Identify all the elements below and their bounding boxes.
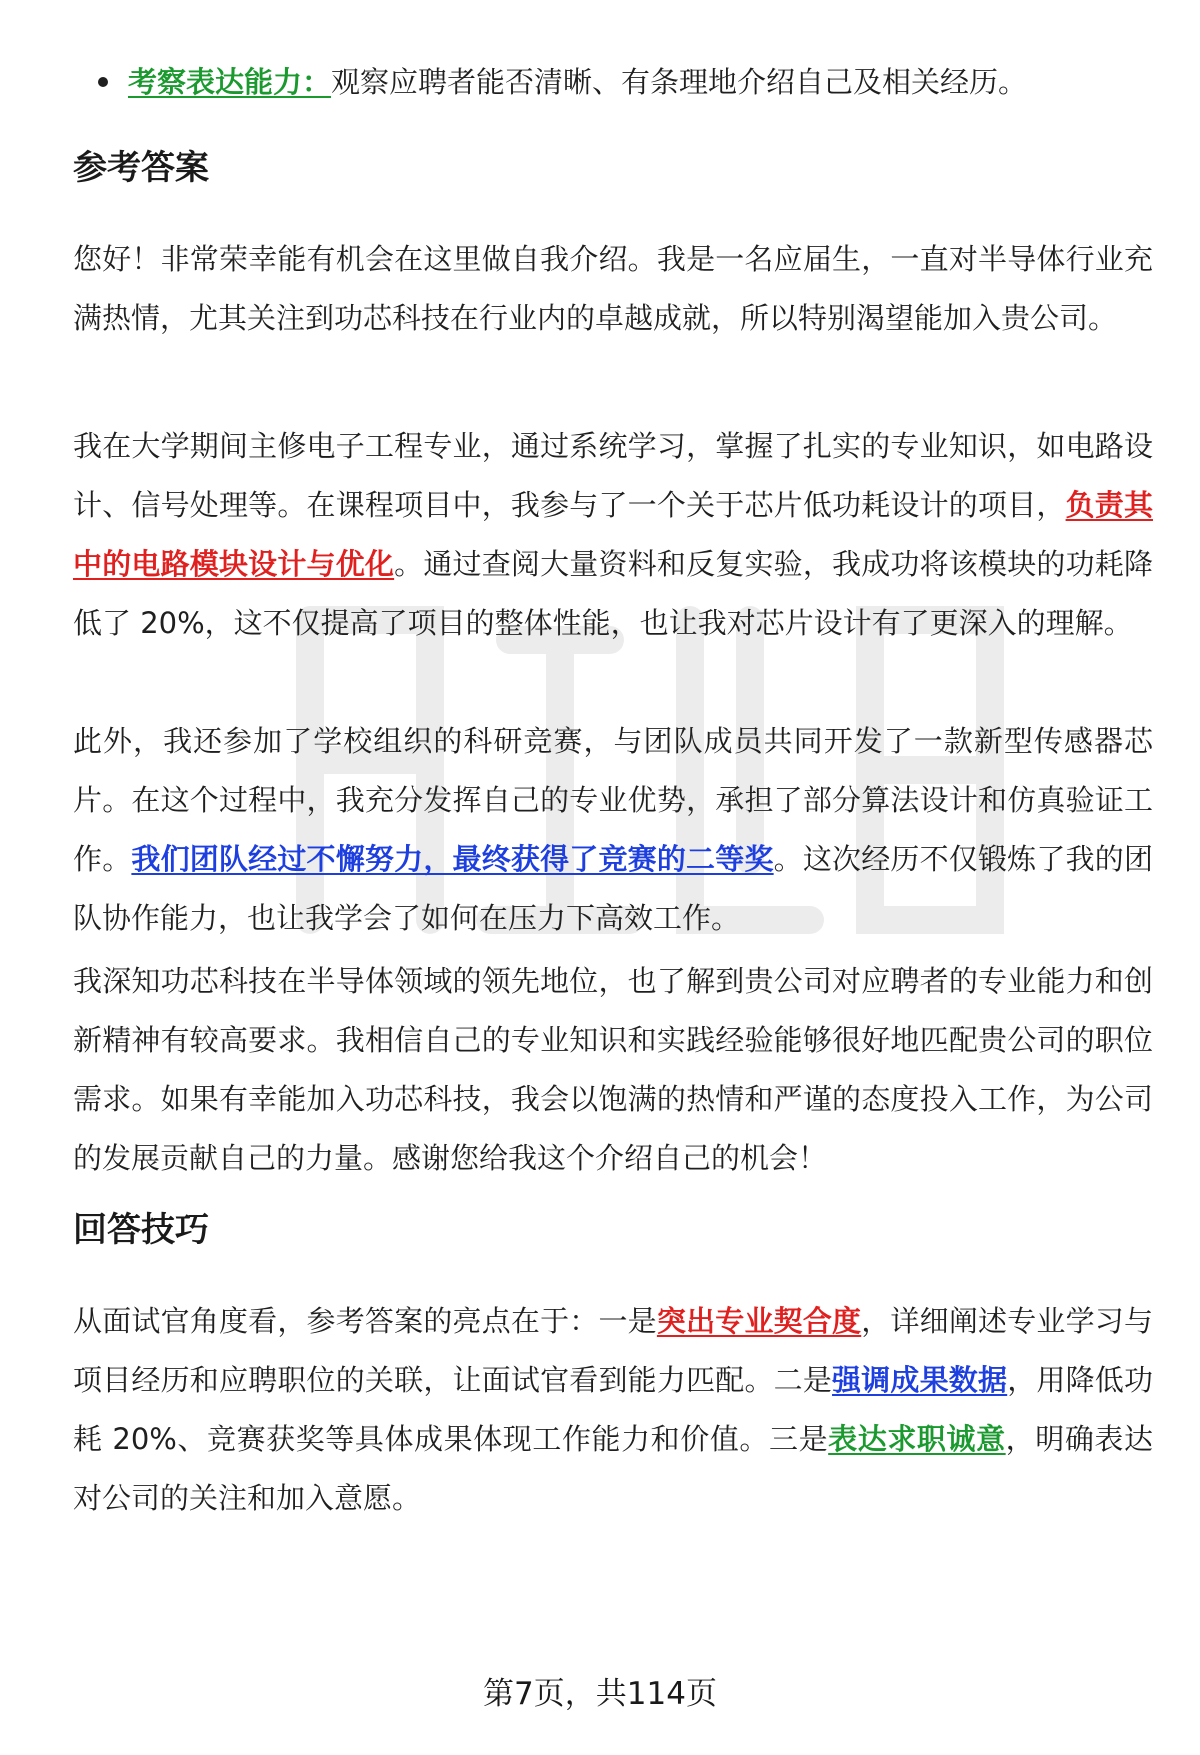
bullet-dot-icon xyxy=(98,77,108,87)
page-number: 第7页，共114页 xyxy=(483,1676,717,1712)
answer-paragraph-4: 我深知功芯科技在半导体领域的领先地位，也了解到贵公司对应聘者的专业能力和创新精神有较高要求。我相信自己的专业知识和实践经验能够很好地匹配贵公司的职位需求。如果有幸能加入功芯科技，我会以饱满的热情和严谨的态度投入工作，为公司的发展贡献自己的力量。感谢您给我这个介绍自己的机会！ xyxy=(73,964,1153,1175)
paragraph-3-highlight: 我们团队经过不懈努力，最终获得了竞赛的二等奖 xyxy=(131,842,774,876)
bullet-item xyxy=(98,62,1158,102)
answer-paragraph-2 xyxy=(73,417,1153,653)
paragraph-2-text-b: 。通过查阅大量资料和反复实验，我成功将该模块的功耗降低了 20%，这不仅提高了项目的整体性能，也让我对芯片设计有了更深入的理解。 xyxy=(73,547,1153,640)
paragraph-2-highlight: 负责其中的电路模块设计与优化 xyxy=(73,488,1153,581)
tips-highlight-3: 表达求职诚意 xyxy=(828,1422,1006,1456)
section-heading-reference-answer: 参考答案 xyxy=(73,148,209,188)
bullet-label: 考察表达能力： xyxy=(128,65,332,99)
tips-paragraph xyxy=(73,1292,1153,1528)
tips-highlight-2: 强调成果数据 xyxy=(832,1363,1008,1397)
answer-paragraph-1: 您好！非常荣幸能有机会在这里做自我介绍。我是一名应届生，一直对半导体行业充满热情，尤其关注到功芯科技在行业内的卓越成就，所以特别渴望能加入贵公司。 xyxy=(73,242,1153,335)
tips-text-c: ，用降低功耗 20%、竞赛获奖等具体成果体现工作能力和价值。三是 xyxy=(73,1363,1153,1456)
tips-highlight-1: 突出专业契合度 xyxy=(656,1304,862,1338)
tips-text-b: ，详细阐述专业学习与项目经历和应聘职位的关联，让面试官看到能力匹配。二是 xyxy=(73,1304,1153,1397)
section-heading-answer-tips: 回答技巧 xyxy=(73,1210,209,1250)
tips-text-d: ，明确表达对公司的关注和加入意愿。 xyxy=(73,1422,1153,1515)
bullet-text: 观察应聘者能否清晰、有条理地介绍自己及相关经历。 xyxy=(331,65,1028,99)
paragraph-2-text-a: 我在大学期间主修电子工程专业，通过系统学习，掌握了扎实的专业知识，如电路设计、信号处理等。在课程项目中，我参与了一个关于芯片低功耗设计的项目， xyxy=(73,429,1153,522)
paragraph-3-text-a: 此外，我还参加了学校组织的科研竞赛，与团队成员共同开发了一款新型传感器芯片。在这个过程中，我充分发挥自己的专业优势，承担了部分算法设计和仿真验证工作。 xyxy=(73,724,1153,876)
paragraph-3-text-b: 。这次经历不仅锻炼了我的团队协作能力，也让我学会了如何在压力下高效工作。 xyxy=(73,842,1153,935)
tips-text-a: 从面试官角度看，参考答案的亮点在于：一是 xyxy=(73,1304,657,1338)
answer-paragraph-3 xyxy=(73,712,1153,948)
